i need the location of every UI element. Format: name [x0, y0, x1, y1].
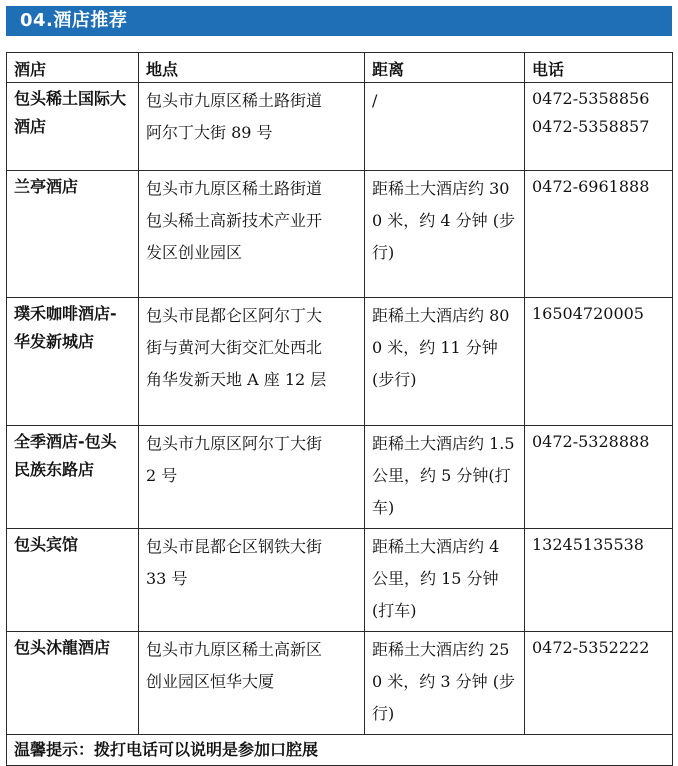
hotel-address: [139, 426, 365, 529]
table-header-row: [7, 53, 673, 83]
address-line: 包头稀土高新技术产业开: [146, 211, 323, 230]
address-line: 阿尔丁大街 89 号: [146, 123, 273, 142]
address-line: 包头市九原区稀土高新区: [146, 640, 323, 659]
phone-number[interactable]: 13245135538: [532, 535, 644, 554]
address-line: 包头市昆都仑区阿尔丁大: [146, 306, 323, 325]
header-place: 地点: [139, 53, 365, 83]
address-line: 2 号: [146, 466, 178, 485]
hotel-distance: /: [365, 83, 525, 171]
table-row: [7, 632, 673, 735]
table-row: [7, 171, 673, 298]
hotel-address: [139, 632, 365, 735]
address-line: 包头市九原区阿尔丁大街: [146, 434, 323, 453]
hotel-name: 包头宾馆: [7, 529, 139, 632]
hotel-address: [139, 171, 365, 298]
phone-number[interactable]: 16504720005: [532, 304, 644, 323]
tip-row: [7, 735, 673, 766]
hotel-name: 兰亭酒店: [7, 171, 139, 298]
hotel-address: [139, 529, 365, 632]
hotel-phone: [525, 171, 673, 298]
hotel-name: 全季酒店-包头民族东路店: [7, 426, 139, 529]
hotel-distance: 距稀土大酒店约 300 米，约 4 分钟 (步行): [365, 171, 525, 298]
hotel-name: 包头沐龍酒店: [7, 632, 139, 735]
address-line: 包头市九原区稀土路街道: [146, 91, 323, 110]
hotel-phone: [525, 632, 673, 735]
tip-text: 温馨提示：拨打电话可以说明是参加口腔展: [7, 735, 673, 766]
hotel-phone: [525, 298, 673, 426]
hotel-distance: 距稀土大酒店约 1.5 公里，约 5 分钟(打车): [365, 426, 525, 529]
address-line: 33 号: [146, 569, 188, 588]
phone-number[interactable]: 0472-5358857: [532, 117, 650, 136]
address-line: 包头市九原区稀土路街道: [146, 179, 323, 198]
phone-number[interactable]: 0472-5352222: [532, 638, 650, 657]
hotel-distance: 距稀土大酒店约 4 公里，约 15 分钟(打车): [365, 529, 525, 632]
hotel-phone: [525, 83, 673, 171]
address-line: 角华发新天地 A 座 12 层: [146, 370, 327, 389]
hotel-distance: 距稀土大酒店约 250 米，约 3 分钟 (步行): [365, 632, 525, 735]
hotel-distance: 距稀土大酒店约 800 米，约 11 分钟(步行): [365, 298, 525, 426]
address-line: 包头市昆都仑区钢铁大街: [146, 537, 323, 556]
address-line: 发区创业园区: [146, 243, 243, 262]
phone-number[interactable]: 0472-6961888: [532, 177, 650, 196]
hotel-phone: [525, 426, 673, 529]
header-phone: 电话: [525, 53, 673, 83]
header-distance: 距离: [365, 53, 525, 83]
table-row: [7, 426, 673, 529]
address-line: 创业园区恒华大厦: [146, 672, 275, 691]
hotel-address: [139, 83, 365, 171]
header-hotel: 酒店: [7, 53, 139, 83]
section-title: 04.酒店推荐: [6, 6, 672, 36]
hotel-table: [6, 52, 673, 766]
table-row: [7, 298, 673, 426]
phone-number[interactable]: 0472-5358856: [532, 89, 650, 108]
hotel-name: 包头稀土国际大酒店: [7, 83, 139, 171]
table-row: [7, 529, 673, 632]
phone-number[interactable]: 0472-5328888: [532, 432, 650, 451]
hotel-address: [139, 298, 365, 426]
address-line: 街与黄河大街交汇处西北: [146, 338, 323, 357]
hotel-phone: [525, 529, 673, 632]
table-row: [7, 83, 673, 171]
hotel-name: 璞禾咖啡酒店-华发新城店: [7, 298, 139, 426]
